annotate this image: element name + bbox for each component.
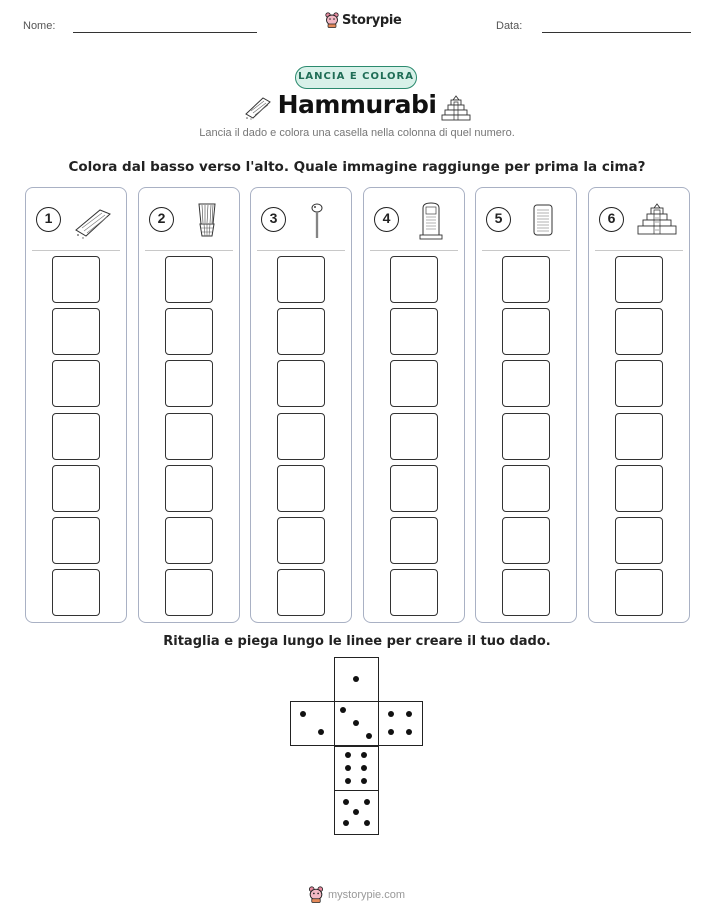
die-face-6 — [334, 746, 379, 791]
die-pip — [343, 799, 349, 805]
color-cell[interactable] — [52, 256, 100, 303]
die-pip — [353, 809, 359, 815]
die-pip — [343, 820, 349, 826]
column-5 — [475, 187, 577, 623]
color-cell[interactable] — [502, 465, 550, 512]
color-cell[interactable] — [277, 517, 325, 564]
brand-name: Storypie — [342, 12, 402, 28]
die-face-4 — [378, 701, 423, 746]
color-cell[interactable] — [277, 360, 325, 407]
name-field[interactable] — [73, 32, 257, 33]
date-field[interactable] — [542, 32, 691, 33]
ziggurat-icon — [635, 202, 679, 240]
color-cell[interactable] — [615, 517, 663, 564]
die-pip — [345, 778, 351, 784]
color-cell[interactable] — [502, 413, 550, 460]
die-pip — [406, 711, 412, 717]
column-6 — [588, 187, 690, 623]
die-face-2 — [290, 701, 335, 746]
footer — [308, 886, 405, 903]
column-divider — [145, 250, 233, 251]
storypie-mascot-icon — [325, 12, 339, 28]
column-1 — [25, 187, 127, 623]
basket-icon — [185, 202, 229, 240]
color-cell[interactable] — [502, 308, 550, 355]
column-2 — [138, 187, 240, 623]
color-cell[interactable] — [165, 413, 213, 460]
die-pip — [345, 752, 351, 758]
die-face-3 — [334, 701, 379, 746]
die-pip — [345, 765, 351, 771]
column-4 — [363, 187, 465, 623]
color-cell[interactable] — [615, 465, 663, 512]
footer-url: mystorypie.com — [328, 888, 406, 901]
column-number: 3 — [261, 207, 286, 232]
name-label: Nome: — [23, 20, 56, 32]
die-pip — [353, 720, 359, 726]
column-divider — [32, 250, 120, 251]
column-divider — [370, 250, 458, 251]
color-cell[interactable] — [390, 413, 438, 460]
color-cell[interactable] — [52, 569, 100, 616]
die-face-1 — [334, 657, 379, 702]
color-cell[interactable] — [502, 360, 550, 407]
color-cell[interactable] — [390, 308, 438, 355]
stone-tablet-icon — [72, 202, 116, 240]
column-divider — [257, 250, 345, 251]
color-cell[interactable] — [277, 256, 325, 303]
scepter-icon — [297, 202, 341, 240]
die-pip — [366, 733, 372, 739]
die-pip — [361, 765, 367, 771]
column-divider — [482, 250, 570, 251]
color-cell[interactable] — [615, 308, 663, 355]
column-number: 1 — [36, 207, 61, 232]
column-3 — [250, 187, 352, 623]
die-pip — [388, 711, 394, 717]
color-cell[interactable] — [52, 517, 100, 564]
color-cell[interactable] — [615, 569, 663, 616]
die-pip — [361, 778, 367, 784]
storypie-mascot-icon — [308, 886, 324, 903]
color-cell[interactable] — [615, 256, 663, 303]
ziggurat-icon — [440, 94, 472, 122]
color-cell[interactable] — [277, 569, 325, 616]
stele-icon — [410, 202, 454, 240]
color-cell[interactable] — [165, 256, 213, 303]
die-pip — [340, 707, 346, 713]
die-pip — [364, 820, 370, 826]
color-cell[interactable] — [615, 413, 663, 460]
die-pip — [318, 729, 324, 735]
color-cell[interactable] — [165, 360, 213, 407]
die-pip — [388, 729, 394, 735]
color-cell[interactable] — [277, 308, 325, 355]
column-number: 5 — [486, 207, 511, 232]
color-cell[interactable] — [502, 256, 550, 303]
die-pip — [300, 711, 306, 717]
date-label: Data: — [496, 20, 523, 32]
color-cell[interactable] — [165, 465, 213, 512]
color-cell[interactable] — [165, 308, 213, 355]
color-cell[interactable] — [502, 569, 550, 616]
color-cell[interactable] — [52, 308, 100, 355]
color-cell[interactable] — [52, 465, 100, 512]
color-cell[interactable] — [277, 413, 325, 460]
color-cell[interactable] — [165, 569, 213, 616]
color-cell[interactable] — [277, 465, 325, 512]
cut-instruction: Ritaglia e piega lungo le linee per creare il tuo dado. — [163, 634, 551, 649]
die-pip — [361, 752, 367, 758]
column-number: 6 — [599, 207, 624, 232]
column-number: 4 — [374, 207, 399, 232]
color-cell[interactable] — [390, 517, 438, 564]
color-cell[interactable] — [390, 360, 438, 407]
color-cell[interactable] — [390, 256, 438, 303]
color-cell[interactable] — [390, 569, 438, 616]
die-pip — [353, 676, 359, 682]
color-cell[interactable] — [52, 413, 100, 460]
subtitle: Lancia il dado e colora una casella nella colonna di quel numero. — [199, 127, 515, 139]
color-cell[interactable] — [390, 465, 438, 512]
page-title: Hammurabi — [277, 90, 437, 119]
die-pip — [364, 799, 370, 805]
column-number: 2 — [149, 207, 174, 232]
activity-badge: LANCIA E COLORA — [295, 66, 417, 89]
die-face-5 — [334, 790, 379, 835]
clay-tablet-icon — [522, 202, 566, 240]
instruction-text: Colora dal basso verso l'alto. Quale immagine raggiunge per prima la cima? — [68, 159, 646, 175]
die-pip — [406, 729, 412, 735]
color-cell[interactable] — [52, 360, 100, 407]
brand-logo — [325, 12, 402, 28]
color-cell[interactable] — [615, 360, 663, 407]
column-divider — [595, 250, 683, 251]
color-cell[interactable] — [502, 517, 550, 564]
color-cell[interactable] — [165, 517, 213, 564]
